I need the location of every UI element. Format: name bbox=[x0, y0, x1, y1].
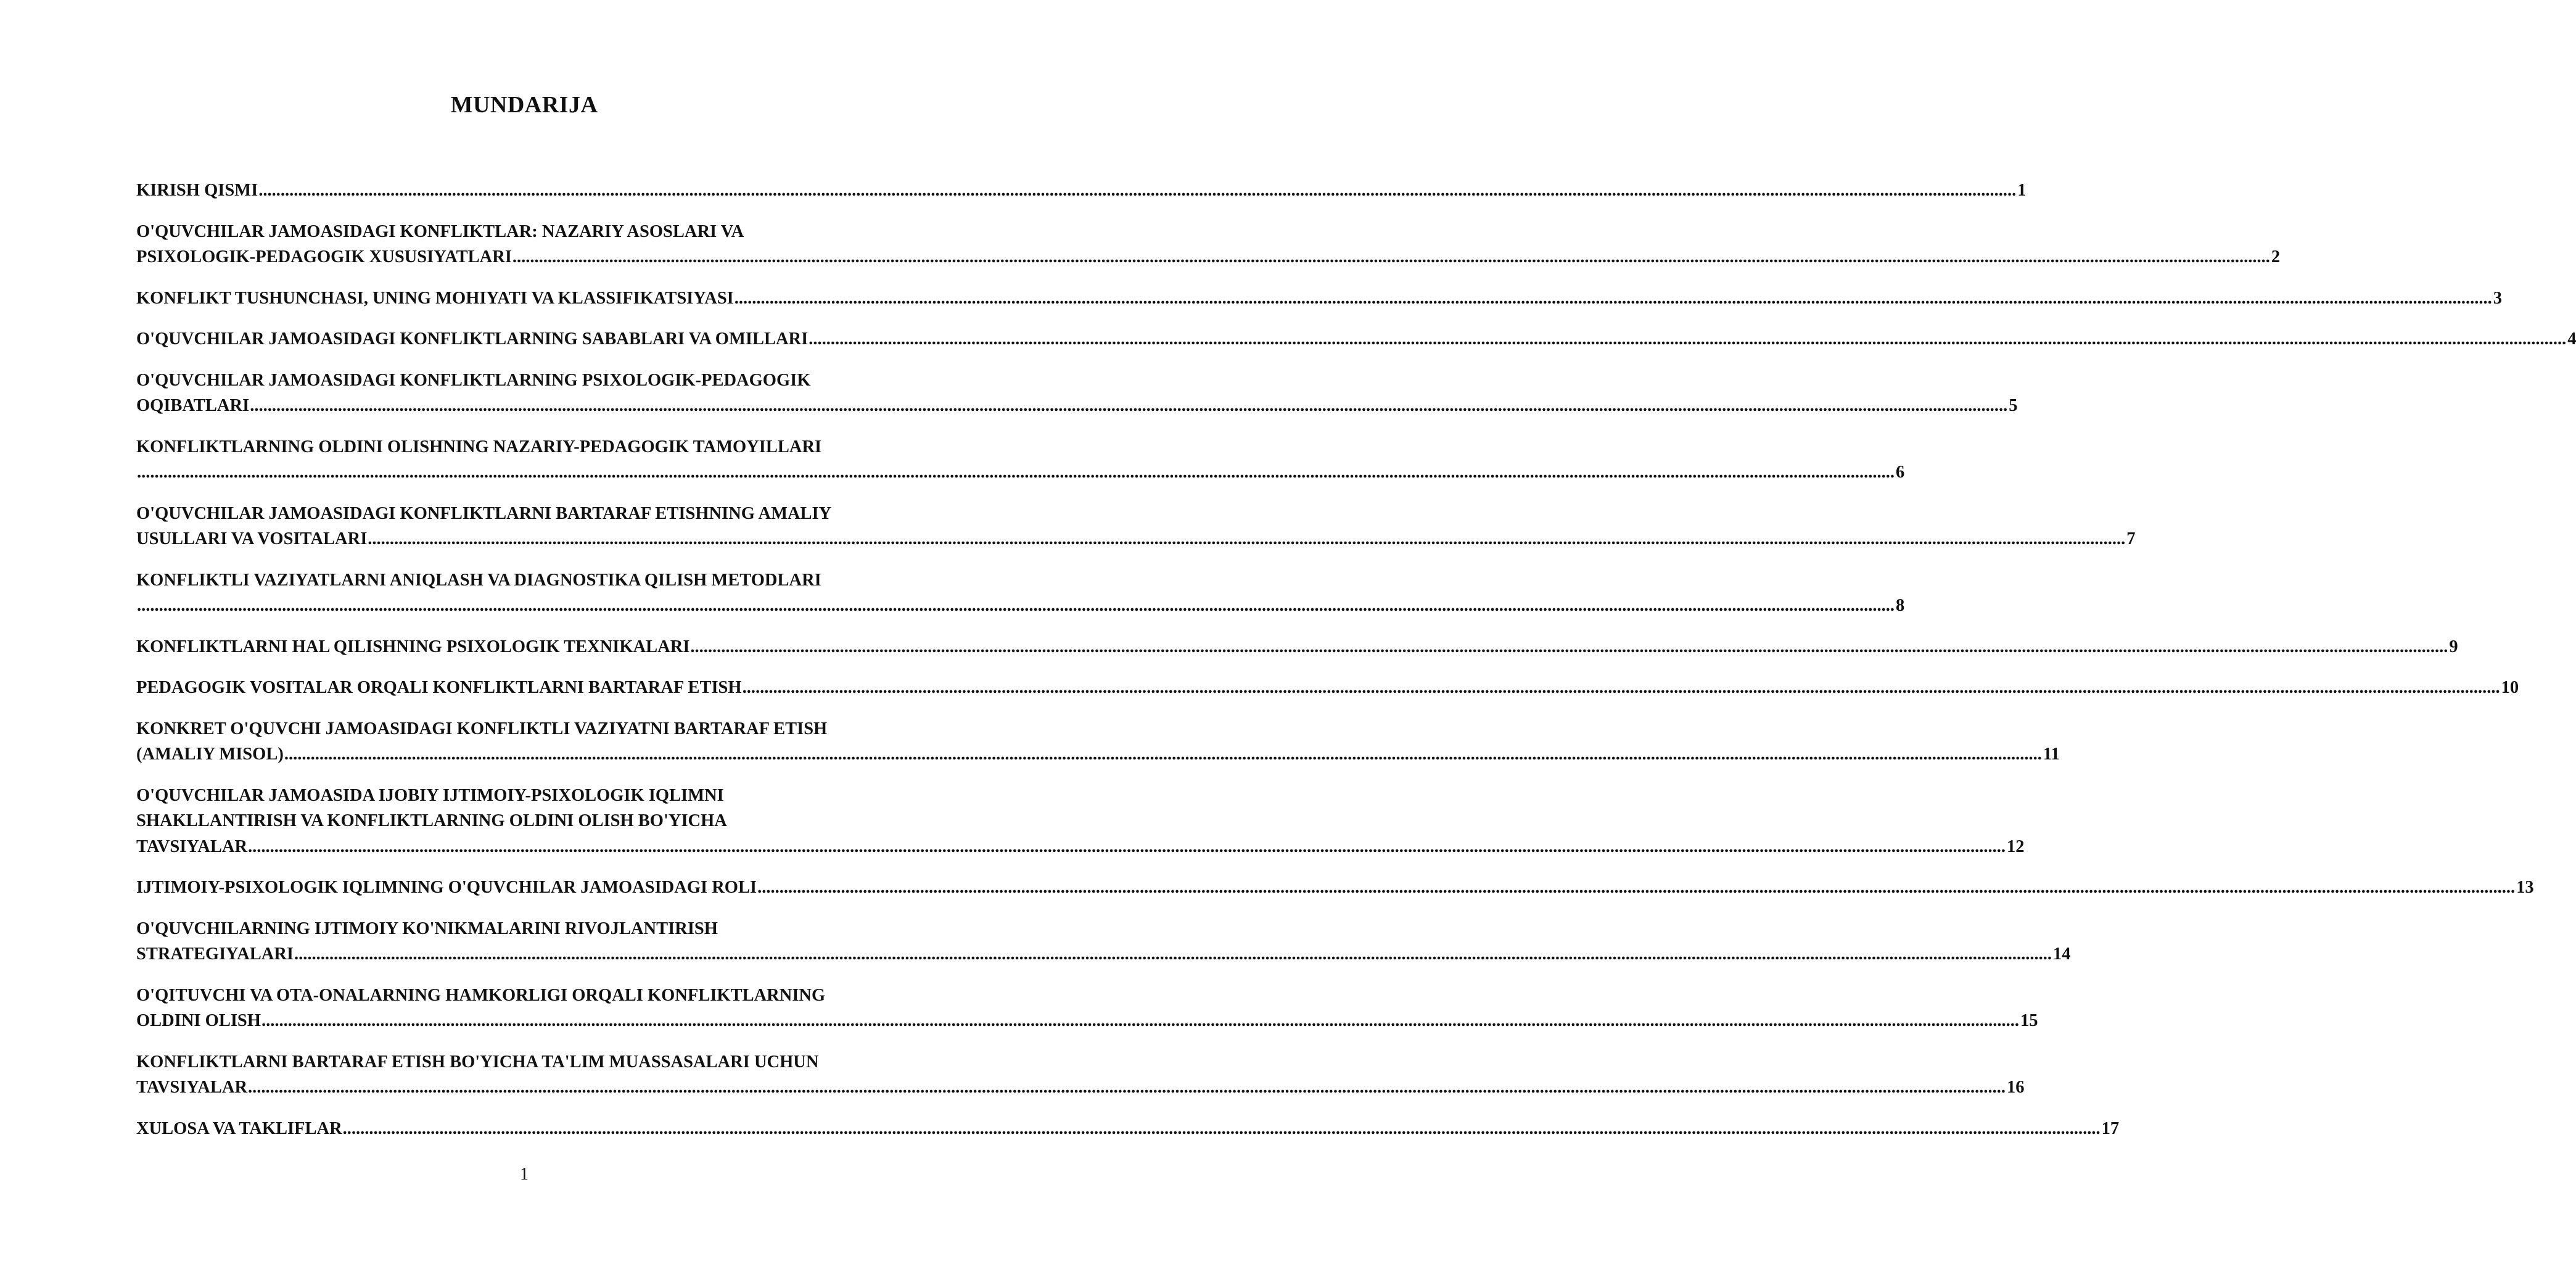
toc-entry[interactable] bbox=[136, 716, 2060, 767]
toc-leader-line bbox=[136, 875, 2534, 901]
toc-leader-line bbox=[136, 326, 2576, 352]
toc-entry-text: OQIBATLARI bbox=[136, 396, 250, 415]
dot-leader: ................................................................................................................................................................................................................................................................................................................................................................................................................ bbox=[284, 745, 2042, 764]
toc-leader-line bbox=[136, 593, 1905, 619]
toc-entry-text-line: SHAKLLANTIRISH VA KONFLIKTLARNING OLDINI OLISH BO'YICHA bbox=[136, 811, 727, 830]
toc-entry-text-line: KONFLIKTLARNING OLDINI OLISHNING NAZARIY-PEDAGOGIK TAMOYILLARI bbox=[136, 437, 822, 457]
toc-entry[interactable] bbox=[136, 1049, 2025, 1101]
toc-leader-line bbox=[136, 834, 2025, 860]
toc-leader-line bbox=[136, 286, 2503, 312]
dot-leader: ................................................................................................................................................................................................................................................................................................................................................................................................................ bbox=[734, 288, 2492, 308]
toc-entry[interactable] bbox=[136, 568, 1905, 619]
toc-entry-text: KONFLIKTLARNI HAL QILISHNING PSIXOLOGIK TEXNIKALARI bbox=[136, 637, 690, 656]
toc-entry-text: USULLARI VA VOSITALARI bbox=[136, 529, 368, 548]
toc-entry[interactable] bbox=[136, 501, 2136, 552]
toc-entry-text: STRATEGIYALARI bbox=[136, 944, 294, 964]
dot-leader: ................................................................................................................................................................................................................................................................................................................................................................................................................ bbox=[258, 181, 2017, 200]
toc-page-number: 8 bbox=[1896, 596, 1905, 615]
toc-entry-text-line: KONFLIKTLI VAZIYATLARNI ANIQLASH VA DIAGNOSTIKA QILISH METODLARI bbox=[136, 570, 821, 590]
toc-page-number: 1 bbox=[2017, 181, 2027, 200]
toc-page-number: 17 bbox=[2101, 1118, 2120, 1138]
toc-leader-line bbox=[136, 634, 2458, 660]
table-of-contents bbox=[136, 178, 2576, 1157]
toc-entry-text: TAVSIYALAR bbox=[136, 837, 248, 856]
toc-page-number: 13 bbox=[2516, 878, 2534, 897]
dot-leader: ................................................................................................................................................................................................................................................................................................................................................................................................................ bbox=[368, 529, 2126, 548]
toc-entry[interactable] bbox=[136, 434, 1905, 486]
toc-leader-line bbox=[136, 1075, 2025, 1101]
toc-entry-text-line: O'QUVCHILAR JAMOASIDA IJOBIY IJTIMOIY-PSIXOLOGIK IQLIMNI bbox=[136, 785, 724, 805]
toc-entry[interactable] bbox=[136, 1116, 2120, 1142]
toc-leader-line bbox=[136, 675, 2519, 701]
dot-leader: ................................................................................................................................................................................................................................................................................................................................................................................................................ bbox=[690, 637, 2448, 656]
toc-page-number: 3 bbox=[2493, 288, 2503, 308]
toc-leader-line bbox=[136, 526, 2136, 552]
toc-page-number: 6 bbox=[1896, 463, 1905, 482]
toc-entry-text-line: O'QUVCHILARNING IJTIMOIY KO'NIKMALARINI RIVOJLANTIRISH bbox=[136, 919, 718, 938]
toc-entry[interactable] bbox=[136, 783, 2025, 860]
toc-leader-line bbox=[136, 178, 2027, 204]
toc-entry[interactable] bbox=[136, 326, 2576, 352]
toc-page-number: 15 bbox=[2020, 1011, 2038, 1030]
toc-page-number: 11 bbox=[2043, 745, 2060, 764]
toc-entry-text: (AMALIY MISOL) bbox=[136, 745, 284, 764]
dot-leader: ................................................................................................................................................................................................................................................................................................................................................................................................................ bbox=[248, 1078, 2006, 1097]
toc-entry-text-line: KONKRET O'QUVCHI JAMOASIDAGI KONFLIKTLI VAZIYATNI BARTARAF ETISH bbox=[136, 719, 828, 738]
toc-entry[interactable] bbox=[136, 983, 2038, 1034]
toc-leader-line bbox=[136, 1008, 2038, 1034]
toc-entry[interactable] bbox=[136, 875, 2534, 901]
toc-page-number: 5 bbox=[2009, 396, 2018, 415]
toc-entry-text: IJTIMOIY-PSIXOLOGIK IQLIMNING O'QUVCHILAR JAMOASIDAGI ROLI bbox=[136, 878, 757, 897]
toc-leader-line bbox=[136, 393, 2018, 419]
toc-entry[interactable] bbox=[136, 178, 2027, 204]
dot-leader: ................................................................................................................................................................................................................................................................................................................................................................................................................ bbox=[250, 396, 2008, 415]
toc-entry-text-line: O'QITUVCHI VA OTA-ONALARNING HAMKORLIGI ORQALI KONFLIKTLARNING bbox=[136, 985, 826, 1005]
toc-page-number: 10 bbox=[2501, 678, 2519, 697]
toc-entry-text: PEDAGOGIK VOSITALAR ORQALI KONFLIKTLARNI BARTARAF ETISH bbox=[136, 678, 742, 697]
toc-page-number: 14 bbox=[2053, 944, 2071, 964]
toc-leader-line bbox=[136, 244, 2281, 270]
dot-leader: ................................................................................................................................................................................................................................................................................................................................................................................................................ bbox=[742, 678, 2500, 697]
page-title: MUNDARIJA bbox=[450, 92, 598, 118]
toc-entry[interactable] bbox=[136, 634, 2458, 660]
dot-leader: ................................................................................................................................................................................................................................................................................................................................................................................................................ bbox=[248, 837, 2006, 856]
toc-page-number: 12 bbox=[2007, 837, 2025, 856]
toc-entry-text: XULOSA VA TAKLIFLAR bbox=[136, 1118, 342, 1138]
toc-entry-text: KONFLIKT TUSHUNCHASI, UNING MOHIYATI VA KLASSIFIKATSIYASI bbox=[136, 288, 734, 308]
toc-leader-line bbox=[136, 460, 1905, 486]
toc-entry[interactable] bbox=[136, 368, 2018, 419]
dot-leader: ................................................................................................................................................................................................................................................................................................................................................................................................................ bbox=[342, 1118, 2101, 1138]
toc-entry-text-line: O'QUVCHILAR JAMOASIDAGI KONFLIKTLARNING PSIXOLOGIK-PEDAGOGIK bbox=[136, 370, 811, 390]
toc-entry[interactable] bbox=[136, 286, 2503, 312]
toc-entry-text-line: O'QUVCHILAR JAMOASIDAGI KONFLIKTLAR: NAZARIY ASOSLARI VA bbox=[136, 221, 744, 241]
toc-entry[interactable] bbox=[136, 219, 2281, 270]
toc-page-number: 9 bbox=[2449, 637, 2458, 656]
toc-leader-line bbox=[136, 941, 2071, 967]
toc-entry-text: OLDINI OLISH bbox=[136, 1011, 261, 1030]
toc-entry[interactable] bbox=[136, 916, 2071, 967]
toc-page-number: 16 bbox=[2007, 1078, 2025, 1097]
toc-leader-line bbox=[136, 1116, 2120, 1142]
toc-leader-line bbox=[136, 742, 2060, 767]
toc-entry-text: O'QUVCHILAR JAMOASIDAGI KONFLIKTLARNING SABABLARI VA OMILLARI bbox=[136, 329, 809, 349]
dot-leader: ................................................................................................................................................................................................................................................................................................................................................................................................................ bbox=[757, 878, 2516, 897]
toc-page-number: 7 bbox=[2126, 529, 2136, 548]
dot-leader: ................................................................................................................................................................................................................................................................................................................................................................................................................ bbox=[261, 1011, 2019, 1030]
dot-leader: ................................................................................................................................................................................................................................................................................................................................................................................................................ bbox=[809, 329, 2567, 349]
toc-entry-text: TAVSIYALAR bbox=[136, 1078, 248, 1097]
toc-entry-text-line: KONFLIKTLARNI BARTARAF ETISH BO'YICHA TA'LIM MUASSASALARI UCHUN bbox=[136, 1052, 819, 1072]
toc-entry-text: PSIXOLOGIK-PEDAGOGIK XUSUSIYATLARI bbox=[136, 247, 512, 267]
toc-page-number: 2 bbox=[2271, 247, 2281, 267]
dot-leader: ................................................................................................................................................................................................................................................................................................................................................................................................................ bbox=[512, 247, 2270, 267]
toc-entry-text: KIRISH QISMI bbox=[136, 181, 258, 200]
toc-entry-text-line: O'QUVCHILAR JAMOASIDAGI KONFLIKTLARNI BARTARAF ETISHNING AMALIY bbox=[136, 503, 832, 523]
dot-leader: ................................................................................................................................................................................................................................................................................................................................................................................................................ bbox=[137, 463, 1895, 482]
toc-entry[interactable] bbox=[136, 675, 2519, 701]
toc-page-number: 4 bbox=[2567, 329, 2576, 349]
dot-leader: ................................................................................................................................................................................................................................................................................................................................................................................................................ bbox=[137, 596, 1895, 615]
page-number: 1 bbox=[520, 1165, 529, 1184]
dot-leader: ................................................................................................................................................................................................................................................................................................................................................................................................................ bbox=[294, 944, 2052, 964]
